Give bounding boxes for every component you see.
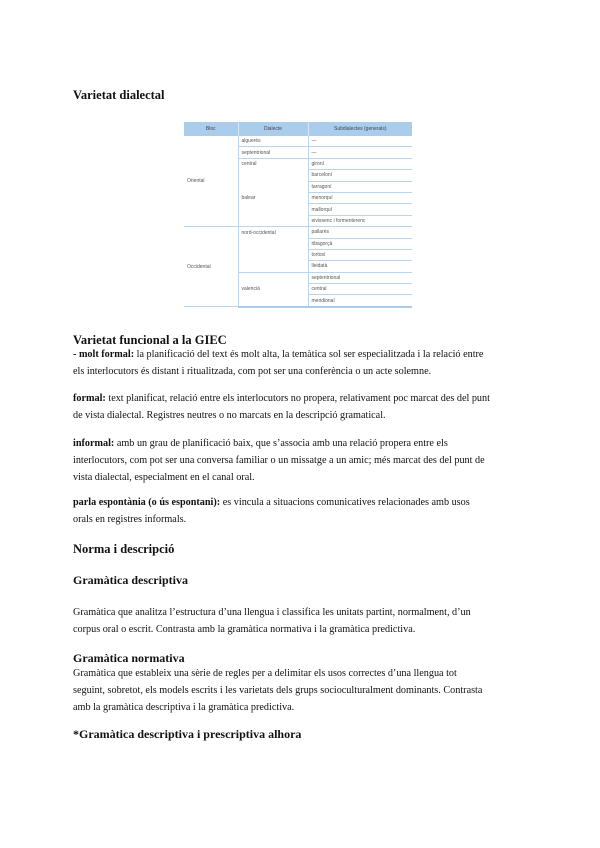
table-header-row: [184, 122, 412, 136]
term-molt-formal: - molt formal:: [73, 349, 135, 360]
table-cell-subdialect: menorquí: [308, 192, 412, 203]
paragraph-molt-formal: [73, 346, 533, 380]
text-line: la planificació del text és molt alta, la temàtica sol ser especialitzada i la relació entre: [134, 349, 484, 360]
term-formal: formal:: [73, 393, 106, 404]
table-cell-dialect: [238, 238, 308, 249]
text-line: de vista dialectal. Registres neutres o no marcats en la descripció gramatical.: [73, 410, 386, 421]
table-cell-dialect: valencià: [238, 284, 308, 295]
table-cell-dialect: alguerès: [238, 136, 308, 147]
table-cell-subdialect: gironí: [308, 158, 412, 169]
paragraph-informal: [73, 435, 533, 486]
table-cell-dialect: [238, 261, 308, 272]
paragraph-parla-espontania: [73, 494, 533, 528]
table-cell-subdialect: eivissenc i formenterenc: [308, 215, 412, 226]
table-header-cell: Bloc: [184, 122, 238, 136]
text-line: Gramàtica que analitza l’estructura d’una llengua i classifica les unitats partint, normalment, d’un: [73, 607, 471, 618]
heading-varietat-dialectal: Varietat dialectal: [73, 88, 165, 102]
term-parla-espontania: parla espontània (o ús espontani):: [73, 497, 221, 508]
table-row: [184, 136, 412, 147]
paragraph-formal: [73, 390, 533, 424]
table-cell-subdialect: barceloní: [308, 170, 412, 181]
text-line: corpus oral o escrit. Contrasta amb la gramàtica normativa i la gramàtica predictiva.: [73, 624, 416, 635]
table-cell-dialect: nord-occidental: [238, 227, 308, 238]
table-cell-subdialect: mallorquí: [308, 204, 412, 215]
text-line: interlocutors, com pot ser una conversa familiar o un missatge a un amic; més marcat des del punt de: [73, 455, 485, 466]
text-line: es vincula a situacions comunicatives relacionades amb usos: [220, 497, 470, 508]
table-cell-block: Occidental: [184, 227, 238, 307]
heading-gramatica-descriptiva-prescriptiva: *Gramàtica descriptiva i prescriptiva alhora: [73, 727, 302, 741]
table-cell-subdialect: —: [308, 136, 412, 147]
table-cell-subdialect: ribagorçà: [308, 238, 412, 249]
text-line: seguint, sobretot, els models escrits i les varietats dels grups socioculturalment dominants. Contrasta: [73, 685, 483, 696]
table-cell-subdialect: lleidatà: [308, 261, 412, 272]
table-cell-subdialect: —: [308, 147, 412, 158]
table-cell-subdialect: pallarès: [308, 227, 412, 238]
table-header-cell: Dialecte: [238, 122, 308, 136]
text-line: Gramàtica que estableix una sèrie de regles per a delimitar els usos correctes d’una llengua tot: [73, 668, 457, 679]
table-cell-subdialect: meridional: [308, 295, 412, 307]
table-cell-dialect: [238, 181, 308, 192]
text-line: vista dialectal, especialment en el canal oral.: [73, 472, 255, 483]
heading-gramatica-descriptiva: Gramàtica descriptiva: [73, 573, 188, 587]
heading-gramatica-normativa: Gramàtica normativa: [73, 651, 185, 665]
paragraph-descriptiva: [73, 604, 533, 638]
term-informal: informal:: [73, 438, 115, 449]
table-cell-dialect: septentrional: [238, 147, 308, 158]
dialect-table: [184, 122, 412, 308]
table-cell-dialect: central: [238, 158, 308, 169]
table-cell-dialect: [238, 249, 308, 260]
heading-norma-descripcio: Norma i descripció: [73, 542, 175, 556]
text-line: els interlocutors és distant i ritualitzada, com pot ser una conferència o un acte solemne.: [73, 366, 432, 377]
table-cell-dialect: [238, 170, 308, 181]
table-cell-dialect: [238, 204, 308, 215]
table-cell-subdialect: tarragoní: [308, 181, 412, 192]
text-line: amb la gramàtica descriptiva i la gramàtica predictiva.: [73, 702, 295, 713]
text-line: orals en registres informals.: [73, 514, 187, 525]
text-line: text planificat, relació entre els interlocutors no propera, relativament poc marcat des del punt: [105, 393, 490, 404]
table-cell-dialect: [238, 295, 308, 307]
table-cell-dialect: [238, 272, 308, 283]
table-cell-subdialect: tortosí: [308, 249, 412, 260]
text-line: amb un grau de planificació baix, que s’associa amb una relació propera entre els: [114, 438, 448, 449]
table-header-cell: Subdialectes (generals): [308, 122, 412, 136]
table-cell-block: Oriental: [184, 136, 238, 227]
paragraph-normativa: [73, 665, 533, 716]
table-cell-dialect: [238, 215, 308, 226]
heading-varietat-funcional: Varietat funcional a la GIEC: [73, 333, 227, 347]
table-cell-dialect: balear: [238, 192, 308, 203]
table-cell-subdialect: septentrional: [308, 272, 412, 283]
table-cell-subdialect: central: [308, 284, 412, 295]
table-row: [184, 227, 412, 238]
